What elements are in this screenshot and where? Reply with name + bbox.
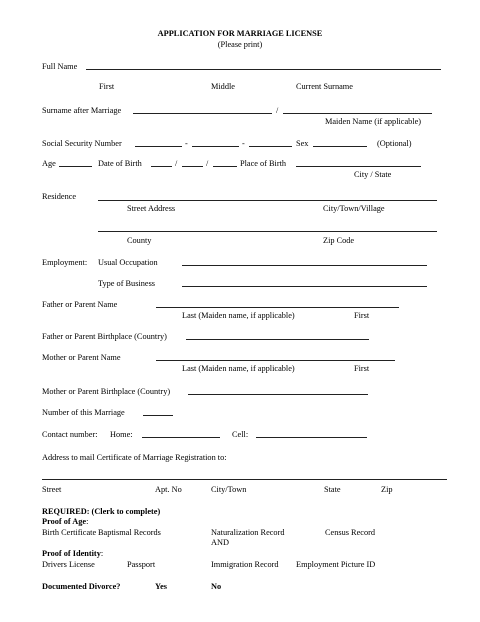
first-sublabel: First bbox=[99, 82, 115, 91]
surname-after-marriage-label: Surname after Marriage bbox=[42, 106, 122, 115]
dob-label: Date of Birth bbox=[98, 159, 142, 168]
age-label: Age bbox=[42, 159, 56, 168]
immigration-record-option: Immigration Record bbox=[211, 560, 279, 569]
street-sublabel: Street bbox=[42, 485, 62, 494]
father-last-sublabel: Last (Maiden name, if applicable) bbox=[182, 311, 295, 320]
home-label: Home: bbox=[110, 430, 133, 439]
age-field[interactable] bbox=[59, 166, 92, 167]
mother-name-field[interactable] bbox=[156, 360, 395, 361]
census-record-option: Census Record bbox=[325, 528, 376, 537]
zip-sublabel: Zip bbox=[381, 485, 393, 494]
dob-month-field[interactable] bbox=[151, 166, 172, 167]
optional-note: (Optional) bbox=[377, 139, 412, 148]
drivers-license-option: Drivers License bbox=[42, 560, 95, 569]
mother-birthplace-label: Mother or Parent Birthplace (Country) bbox=[42, 387, 171, 396]
father-name-field[interactable] bbox=[156, 307, 399, 308]
proof-of-identity-colon: : bbox=[100, 549, 104, 558]
cell-phone-field[interactable] bbox=[256, 437, 367, 438]
documented-divorce-label: Documented Divorce? bbox=[42, 582, 121, 591]
ssn-label: Social Security Number bbox=[42, 139, 122, 148]
city-state-sublabel: City / State bbox=[354, 170, 392, 179]
ssn-dash-1: - bbox=[185, 139, 188, 148]
proof-of-age-heading: Proof of Age bbox=[42, 517, 87, 526]
contact-number-label: Contact number: bbox=[42, 430, 98, 439]
ssn-dash-2: - bbox=[242, 139, 245, 148]
apt-no-sublabel: Apt. No bbox=[155, 485, 182, 494]
residence-label: Residence bbox=[42, 192, 77, 201]
marriage-number-field[interactable] bbox=[143, 415, 173, 416]
pob-field[interactable] bbox=[296, 166, 421, 167]
state-sublabel: State bbox=[324, 485, 341, 494]
marriage-number-label: Number of this Marriage bbox=[42, 408, 125, 417]
baptismal-records-option: Baptismal Records bbox=[98, 528, 161, 537]
ssn-part3-field[interactable] bbox=[249, 146, 292, 147]
divorce-no-option[interactable]: No bbox=[211, 582, 222, 591]
naturalization-record-option: Naturalization Record bbox=[211, 528, 285, 537]
and-note: AND bbox=[211, 538, 229, 547]
divorce-yes-option[interactable]: Yes bbox=[155, 582, 167, 591]
father-birthplace-field[interactable] bbox=[186, 339, 369, 340]
type-of-business-field[interactable] bbox=[182, 286, 427, 287]
pob-label: Place of Birth bbox=[240, 159, 287, 168]
home-phone-field[interactable] bbox=[142, 437, 220, 438]
sex-label: Sex bbox=[296, 139, 309, 148]
passport-option: Passport bbox=[127, 560, 156, 569]
usual-occupation-label: Usual Occupation bbox=[98, 258, 158, 267]
dob-day-field[interactable] bbox=[182, 166, 203, 167]
maiden-name-field[interactable] bbox=[283, 113, 432, 114]
surname-after-marriage-field[interactable] bbox=[133, 113, 272, 114]
surname-slash: / bbox=[276, 106, 279, 115]
page-title: APPLICATION FOR MARRIAGE LICENSE bbox=[157, 29, 323, 38]
maiden-name-sublabel: Maiden Name (if applicable) bbox=[325, 117, 422, 126]
father-name-label: Father or Parent Name bbox=[42, 300, 118, 309]
employment-label: Employment: bbox=[42, 258, 88, 267]
county-sublabel: County bbox=[127, 236, 152, 245]
father-birthplace-label: Father or Parent Birthplace (Country) bbox=[42, 332, 167, 341]
birth-certificate-option: Birth Certificate bbox=[42, 528, 97, 537]
full-name-field[interactable] bbox=[86, 69, 441, 70]
dob-year-field[interactable] bbox=[213, 166, 237, 167]
sex-field[interactable] bbox=[313, 146, 367, 147]
mother-birthplace-field[interactable] bbox=[188, 394, 368, 395]
mail-address-field[interactable] bbox=[42, 479, 447, 480]
full-name-label: Full Name bbox=[42, 62, 78, 71]
type-of-business-label: Type of Business bbox=[98, 279, 156, 288]
proof-of-age-colon: : bbox=[86, 517, 89, 526]
mother-name-label: Mother or Parent Name bbox=[42, 353, 121, 362]
page-subtitle: (Please print) bbox=[217, 40, 263, 49]
dob-slash-1: / bbox=[175, 159, 178, 168]
ssn-part1-field[interactable] bbox=[135, 146, 182, 147]
middle-sublabel: Middle bbox=[211, 82, 235, 91]
city-town-village-sublabel: City/Town/Village bbox=[323, 204, 385, 213]
employment-picture-id-option: Employment Picture ID bbox=[296, 560, 376, 569]
required-heading: REQUIRED: (Clerk to complete) bbox=[42, 507, 161, 516]
cell-label: Cell: bbox=[232, 430, 249, 439]
zip-code-sublabel: Zip Code bbox=[323, 236, 355, 245]
street-address-sublabel: Street Address bbox=[127, 204, 176, 213]
mother-last-sublabel: Last (Maiden name, if applicable) bbox=[182, 364, 295, 373]
mail-address-label: Address to mail Certificate of Marriage Registration to: bbox=[42, 453, 227, 462]
usual-occupation-field[interactable] bbox=[182, 265, 427, 266]
residence-county-field[interactable] bbox=[98, 231, 437, 232]
residence-street-field[interactable] bbox=[98, 200, 437, 201]
ssn-part2-field[interactable] bbox=[192, 146, 239, 147]
father-first-sublabel: First bbox=[354, 311, 370, 320]
city-town-sublabel: City/Town bbox=[211, 485, 247, 494]
mother-first-sublabel: First bbox=[354, 364, 370, 373]
dob-slash-2: / bbox=[206, 159, 209, 168]
proof-of-identity-heading: Proof of Identity bbox=[42, 549, 101, 558]
current-surname-sublabel: Current Surname bbox=[296, 82, 353, 91]
